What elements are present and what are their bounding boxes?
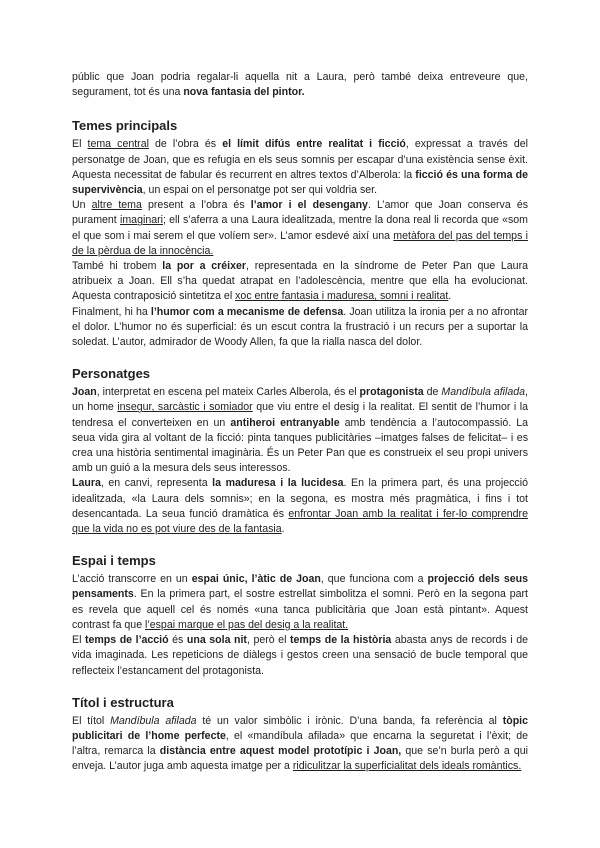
text-run: , un espai on el personatge pot ser qui voldria ser.	[142, 184, 378, 197]
text-run: , en canvi, representa	[100, 477, 213, 490]
bold-run: Laura	[72, 477, 101, 490]
text-run: que se’n burla però a qui enveja. L’autor juga amb aquesta imatge per a	[72, 745, 528, 773]
text-run: , expressat a través del personatge de Joan, que es refugia en els seus somnis per escapar d’una existència sense èxit. Aquesta necessitat de fabular és recurrent en altres textos d’Alberola: la	[72, 138, 528, 181]
text-run: , un home	[72, 386, 528, 414]
text-run: . L’amor que Joan conserva és purament	[72, 199, 529, 227]
text-run: . En la primera part, és una projecció idealitzada, «la Laura dels somnis»; en la segona, es mostra més pragmàtica, i fins i tot desencantada. La seua funció dramàtica és	[72, 477, 528, 520]
personatges-paragraph-1	[72, 385, 528, 476]
text-run: té un valor simbòlic i irònic. D’una banda, fa referència al	[196, 714, 503, 727]
text-run: . En la primera part, el sostre estrellat simbolitza el somni. Però en la segona part es revela que aquell cel és només «una tanca publicitària que Joan està pintant». Aquest contrast fa que	[72, 588, 528, 631]
bold-run: antiheroi entranyable	[230, 416, 340, 429]
text-run: El	[72, 138, 88, 151]
bold-run: temps de l’acció	[84, 634, 169, 647]
bold-run: la maduresa i la lucidesa	[212, 477, 344, 490]
underlined-run: metàfora del pas del temps i de la pèrdua de la innocència.	[72, 229, 528, 257]
bold-run: el límit difús entre realitat i ficció	[222, 138, 406, 151]
bold-run: Joan	[72, 386, 97, 399]
underlined-run: altre tema	[91, 199, 142, 212]
bold-run: una sola nit	[186, 634, 247, 647]
text-run: . Joan utilitza la ironia per a no afrontar el dolor. L’humor no és superficial: és un escut contra la frustració i un recurs per a suportar la soledat. L’autor, admirador de Woody Allen, fa que la rialla nasca del dolor.	[72, 305, 528, 349]
bold-run: tòpic publicitari de l’home perfecte	[72, 714, 529, 742]
intro-paragraph	[72, 70, 528, 100]
text-run: Finalment, hi ha	[72, 305, 151, 318]
temes-paragraph-1	[72, 137, 528, 198]
text-run: present a l’obra és	[141, 199, 251, 212]
text-run: és	[168, 634, 187, 647]
text-run: També hi trobem	[72, 260, 163, 273]
text-run: Un	[72, 199, 92, 212]
bold-run: nova fantasia del pintor.	[183, 86, 305, 99]
temes-paragraph-2	[72, 198, 528, 259]
text-run: públic que Joan podria regalar-li aquella nit a Laura, però també deixa entreveure que, segurament, tot és una	[72, 71, 528, 99]
text-run: L’acció transcorre en un	[72, 573, 192, 586]
italic-run: Mandíbula afilada	[110, 714, 197, 727]
text-run: , el «mandíbula afilada» que encarna la seguretat i l’èxit; de l’altra, remarca la	[72, 729, 528, 758]
bold-run: temps de la història	[289, 634, 392, 647]
text-run: .	[281, 523, 285, 536]
text-run: de l’obra és	[148, 138, 223, 151]
bold-run: ficció és una forma de supervivència	[72, 168, 528, 197]
underlined-run: xoc entre fantasia i maduresa, somni i realitat	[235, 290, 449, 303]
underlined-run: ridiculitzar la superficialitat dels ideals romàntics.	[292, 760, 522, 773]
italic-run: Mandíbula afilada	[441, 386, 526, 399]
section-heading-personatges: Personatges	[72, 366, 151, 382]
espai-paragraph-1	[72, 572, 528, 633]
bold-run: la por a créixer	[162, 260, 247, 273]
document-page	[72, 70, 528, 775]
underlined-run: enfrontar Joan amb la realitat i fer-lo comprendre que la vida no es pot viure des de la fantasia	[72, 507, 528, 536]
underlined-run: insegur, sarcàstic i somiador	[117, 401, 253, 414]
personatges-paragraph-2	[72, 476, 528, 537]
text-run: abasta anys de records i de vida imaginada. Les repeticions de diàlegs i gestos creen una sensació de bucle temporal que reflecteix l’estancament del protagonista.	[72, 634, 528, 677]
text-run: , que funciona com a	[320, 573, 428, 586]
text-run: El	[72, 634, 85, 647]
text-run: El títol	[72, 714, 111, 727]
bold-run: protagonista	[359, 386, 424, 399]
bold-run: distància entre aquest model prototípic i Joan,	[159, 745, 402, 758]
bold-run: l’amor i el desengany	[250, 199, 368, 212]
bold-run: l’humor com a mecanisme de defensa	[150, 305, 344, 318]
temes-paragraph-3	[72, 259, 528, 305]
bold-run: projecció dels seus pensaments	[72, 573, 528, 601]
underlined-run: l’espai marque el pas del desig a la realitat.	[145, 618, 349, 631]
section-heading-titol: Títol i estructura	[72, 694, 174, 710]
underlined-run: imaginari	[120, 214, 163, 227]
underlined-run: tema central	[87, 138, 149, 151]
text-run: que viu entre el desig i la realitat. El sentit de l’humor i la tendresa el converteixen en un	[72, 401, 529, 429]
section-heading-temes: Temes principals	[72, 118, 178, 134]
text-run: ; ell s’aferra a una Laura idealitzada, mentre la dona real li recorda que «som el que som i mai serem el que volíem ser». L’amor esdevé així una	[72, 214, 529, 242]
espai-paragraph-2	[72, 633, 528, 679]
text-run: amb tendència a l’autocompassió. La seua vida gira al voltant de la ficció: pinta tanques publicitàries –imatges falses de felicitat– i es crea una història sentimental imaginària. És un Peter Pan que es construeix el seu propi univers amb un guió a la mesura dels seus interessos.	[72, 416, 528, 475]
text-run: , interpretat en escena pel mateix Carles Alberola, és el	[96, 386, 360, 399]
text-run: , però el	[246, 634, 290, 647]
text-run: .	[448, 290, 452, 303]
bold-run: espai únic, l’àtic de Joan	[191, 573, 321, 586]
text-run: , representada en la síndrome de Peter Pan que Laura atribueix a Joan. Ell s’ha quedat atrapat en l’adolescència, mentre que ella ha evolucionat. Aquesta contraposició sintetitza el	[72, 260, 528, 303]
section-heading-espai: Espai i temps	[72, 553, 156, 569]
text-run: de	[423, 386, 442, 399]
temes-paragraph-4	[72, 305, 528, 351]
titol-paragraph-1	[72, 714, 528, 775]
